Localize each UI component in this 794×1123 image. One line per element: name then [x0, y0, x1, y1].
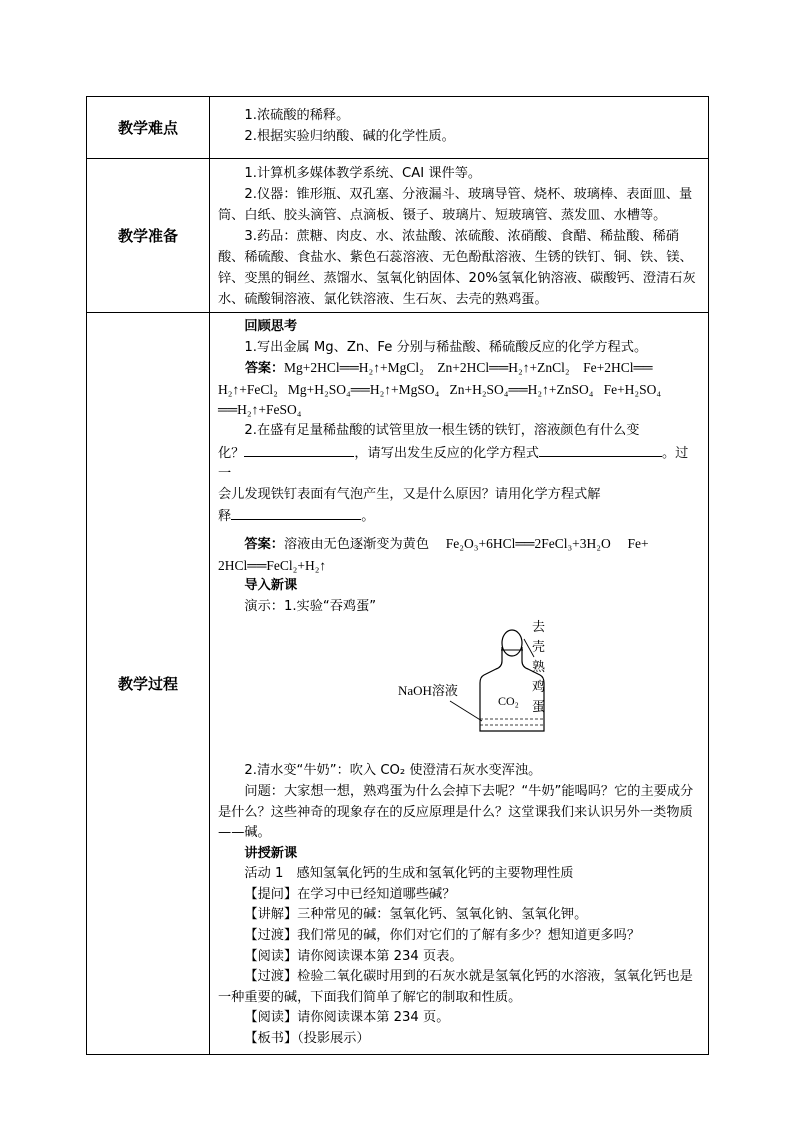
answer-2-text: 溶液由无色逐渐变为黄色	[283, 536, 430, 552]
q2-text-a: 化？	[218, 445, 245, 461]
review-question-2-line-4	[218, 505, 701, 528]
teaching-steps	[218, 885, 701, 1050]
answer-1-label: 答案：	[245, 361, 285, 377]
step-tag: 【过渡】	[244, 928, 298, 944]
prep-item-2: 2.仪器：锥形瓶、双孔塞、分液漏斗、玻璃导管、烧杯、玻璃棒、表面皿、量筒、白纸、胶头滴管、点滴板、镊子、玻璃片、短玻璃管、蒸发皿、水槽等。	[218, 187, 693, 223]
blank-equation-1	[539, 442, 662, 457]
q2-text-e: 。	[361, 509, 375, 525]
content-process	[210, 313, 709, 1055]
eq-fe-hcl-2a: Fe+	[627, 535, 649, 551]
eq-zn-h2so4: Zn+H₂SO₄══H₂↑+ZnSO₄	[449, 381, 594, 397]
eq-fe-hcl-a: Fe+2HCl══	[583, 360, 653, 376]
difficulty-item-1: 1.浓硫酸的稀释。	[244, 108, 350, 123]
step-tag: 【讲解】	[244, 907, 298, 923]
review-question-2-line-2	[218, 442, 701, 485]
lesson-plan-table	[86, 96, 709, 1055]
review-heading: 回顾思考	[244, 319, 298, 334]
step-tag: 【阅读】	[244, 948, 298, 964]
content-preparation	[210, 159, 709, 313]
eq-fe-hcl-b: H₂↑+FeCl₂	[218, 381, 278, 397]
eq-fe-h2so4-a: Fe+H₂SO₄	[603, 381, 662, 397]
egg-shape	[502, 630, 522, 656]
question-paragraph: 问题：大家想一想，熟鸡蛋为什么会掉下去呢？“牛奶”能喝吗？它的主要成分是什么？这些神奇的现象存在的反应原理是什么？这堂课我们来认识另外一类物质——碱。	[218, 783, 694, 841]
label-preparation: 教学准备	[87, 159, 210, 313]
step-item	[218, 885, 701, 906]
step-tag: 【板书】	[244, 1031, 298, 1047]
eq-fe2o3-hcl: Fe₂O₃+6HCl══2FeCl₃+3H₂O	[445, 535, 611, 551]
review-question-2-line-3: 会儿发现铁钉表面有气泡产生，又是什么原因？请用化学方程式解	[218, 486, 601, 502]
prep-item-3: 3.药品：蔗糖、肉皮、水、浓盐酸、浓硫酸、浓硝酸、食醋、稀盐酸、稀硝酸、稀硫酸、食盐水、紫色石蕊溶液、无色酚酞溶液、生锈的铁钉、铜、铁、镁、锌、变黑的铜丝、蒸馏水、氢氧化钠固体、20%氢氧化钠溶液、碳酸钙、澄清石灰水、硫酸铜溶液、氯化铁溶液、生石灰、去壳的熟鸡蛋。	[218, 229, 696, 307]
eq-mg-hcl: Mg+2HCl══H₂↑+MgCl₂	[284, 360, 424, 376]
step-text: 请你阅读课本第 234 页。	[297, 1010, 450, 1026]
answer-2	[218, 534, 701, 556]
step-item	[218, 905, 701, 926]
eq-mg-h2so4: Mg+H₂SO₄══H₂↑+MgSO₄	[287, 381, 440, 397]
eq-zn-hcl: Zn+2HCl══H₂↑+ZnCl₂	[437, 360, 570, 376]
step-tag: 【过渡】	[244, 969, 298, 985]
step-tag: 【提问】	[244, 886, 298, 902]
label-process: 教学过程	[87, 313, 210, 1055]
step-text: （投影展示）	[297, 1031, 370, 1047]
step-text: 请你阅读课本第 234 页表。	[297, 948, 463, 964]
answer-1	[218, 358, 701, 380]
q2-text-b: ，请写出发生反应的化学方程式	[354, 445, 539, 461]
answer-2-label: 答案：	[244, 536, 284, 552]
new-lesson-heading: 讲授新课	[244, 845, 298, 861]
prep-item-1: 1.计算机多媒体教学系统、CAI 课件等。	[244, 166, 482, 181]
co2-label: CO₂	[498, 694, 519, 709]
label-difficulties: 教学难点	[87, 97, 210, 159]
naoh-label: NaOH溶液	[398, 683, 458, 699]
egg-experiment-figure	[218, 617, 701, 761]
blank-equation-2	[231, 505, 361, 520]
step-text: 在学习中已经知道哪些碱？	[297, 886, 456, 902]
row-preparation	[87, 159, 709, 313]
review-question-1: 1.写出金属 Mg、Zn、Fe 分别与稀盐酸、稀硫酸反应的化学方程式。	[244, 339, 648, 355]
egg-vertical-label: 去壳熟鸡蛋	[532, 620, 546, 716]
egg-bottle-diagram	[218, 617, 794, 761]
intro-heading: 导入新课	[244, 578, 298, 594]
step-item	[218, 1008, 701, 1029]
step-item	[218, 926, 701, 947]
row-difficulties	[87, 97, 709, 159]
demo-2: 2.清水变“牛奶”：吹入 CO₂ 使澄清石灰水变浑浊。	[244, 763, 542, 779]
review-question-2-line-1: 2.在盛有足量稀盐酸的试管里放一根生锈的铁钉，溶液颜色有什么变	[244, 422, 640, 438]
step-item	[218, 967, 701, 1008]
answer-1-line-2	[218, 380, 701, 401]
step-text: 我们常见的碱，你们对它们的了解有多少？想知道更多吗？	[297, 928, 641, 944]
step-tag: 【阅读】	[244, 1010, 298, 1026]
activity-1: 活动 1 感知氢氧化钙的生成和氢氧化钙的主要物理性质	[244, 866, 574, 882]
naoh-pointer	[450, 701, 482, 721]
step-text: 三种常见的碱：氢氧化钙、氢氧化钠、氢氧化钾。	[297, 907, 588, 923]
q2-text-d: 释	[218, 509, 232, 525]
answer-1-line-3	[218, 400, 701, 421]
answer-2-line-2: 2HCl══FeCl₂+H₂↑	[218, 557, 327, 573]
q2-text-c: 。过一	[218, 445, 689, 482]
row-process	[87, 313, 709, 1055]
content-difficulties	[210, 97, 709, 159]
demo-1: 演示：1.实验“吞鸡蛋”	[244, 598, 377, 614]
eq-fe-h2so4-b: ══H₂↑+FeSO₄	[218, 402, 302, 418]
step-text: 检验二氧化碳时用到的石灰水就是氢氧化钙的水溶液，氢氧化钙也是一种重要的碱，下面我们简单了解它的制取和性质。	[218, 969, 693, 1005]
step-item	[218, 1029, 701, 1050]
blank-color-change	[244, 442, 354, 457]
difficulty-item-2: 2.根据实验归纳酸、碱的化学性质。	[244, 129, 455, 144]
step-item	[218, 947, 701, 968]
